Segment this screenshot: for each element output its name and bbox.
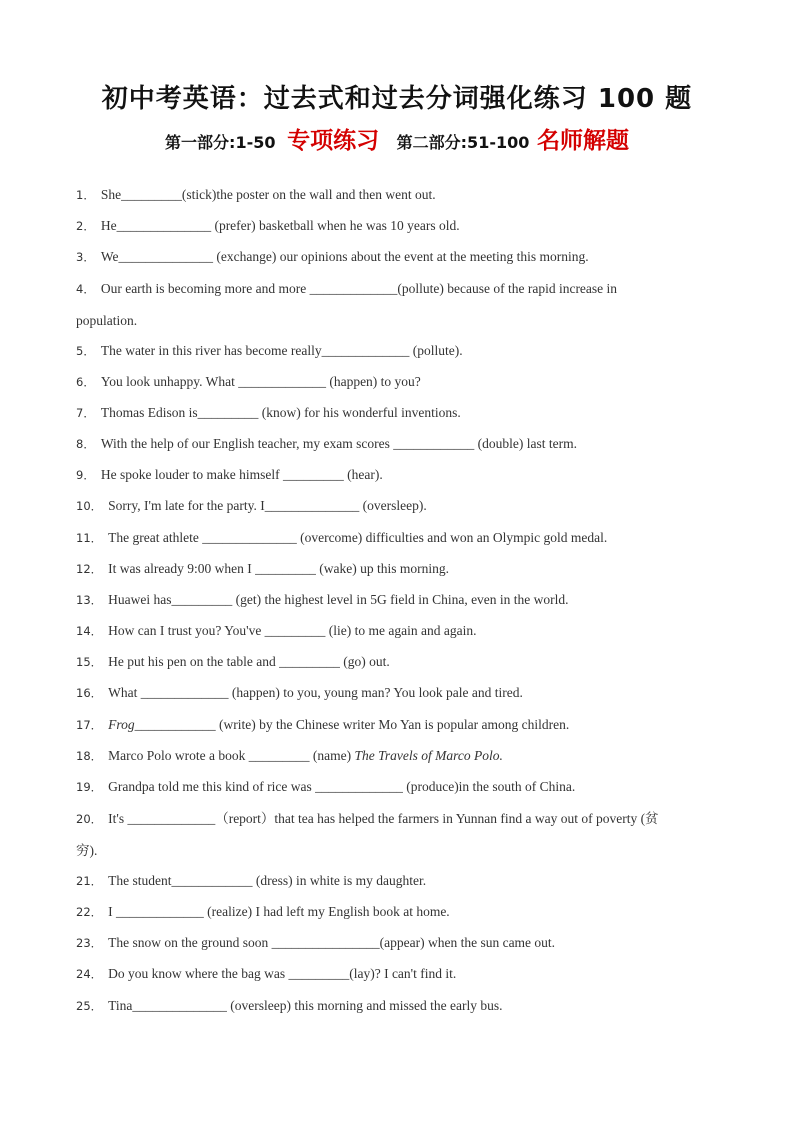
question-item: [76, 249, 716, 265]
question-number: 24．: [76, 967, 103, 981]
question-item: [76, 904, 716, 920]
question-item: [76, 530, 716, 546]
question-item: [76, 966, 716, 982]
question-number: 22．: [76, 905, 103, 919]
question-number: 15．: [76, 655, 103, 669]
question-item: [76, 343, 716, 359]
question-text: With the help of our English teacher, my exam scores ____________ (double) last term.: [100, 436, 577, 451]
question-item: [76, 748, 716, 764]
question-item: [76, 592, 716, 608]
question-text: Thomas Edison is_________ (know) for his wonderful inventions.: [100, 405, 461, 420]
question-text: You look unhappy. What _____________ (happen) to you?: [100, 374, 421, 389]
question-number: 18．: [76, 749, 103, 763]
question-number: 20．: [76, 812, 103, 826]
question-number: 12．: [76, 562, 103, 576]
question-item: [76, 405, 716, 421]
question-number: 8．: [76, 437, 95, 451]
question-number: 5．: [76, 344, 95, 358]
question-text: The water in this river has become really_____________ (pollute).: [100, 343, 463, 358]
question-number: 3．: [76, 250, 95, 264]
question-item: [76, 273, 716, 336]
question-number: 7．: [76, 406, 95, 420]
question-text: The student____________ (dress) in white is my daughter.: [108, 873, 427, 888]
question-text: I _____________ (realize) I had left my English book at home.: [108, 904, 450, 919]
question-number: 16．: [76, 686, 103, 700]
question-item: [76, 873, 716, 889]
question-text: ____________ (write) by the Chinese writer Mo Yan is popular among children.: [134, 717, 570, 732]
question-text: She_________(stick)the poster on the wall and then went out.: [100, 187, 436, 202]
question-item: [76, 998, 716, 1014]
question-item: [76, 717, 716, 733]
question-text: Grandpa told me this kind of rice was _____________ (produce)in the south of China.: [108, 779, 576, 794]
question-item: [76, 623, 716, 639]
question-item: [76, 685, 716, 701]
page-title: 初中考英语：过去式和过去分词强化练习 100 题: [101, 84, 693, 114]
book-title-italic: Frog: [108, 717, 135, 732]
question-text: Our earth is becoming more and more _____________(pollute) because of the rapid increase in: [100, 281, 618, 296]
question-number: 2．: [76, 219, 95, 233]
part1-highlight: 专项练习: [287, 128, 380, 154]
question-item: [76, 561, 716, 577]
question-number: 23．: [76, 936, 103, 950]
question-item: [76, 779, 716, 795]
question-number: 25．: [76, 999, 103, 1013]
question-number: 4．: [76, 282, 95, 296]
question-item: [76, 436, 716, 452]
question-text-continued: 穷).: [76, 843, 98, 858]
question-text: Marco Polo wrote a book _________ (name): [108, 748, 355, 763]
question-number: 17．: [76, 718, 103, 732]
question-item: [76, 803, 716, 866]
question-number: 11．: [76, 531, 103, 545]
question-number: 9．: [76, 468, 95, 482]
question-text: The great athlete ______________ (overcome) difficulties and won an Olympic gold medal.: [108, 530, 608, 545]
question-text: We______________ (exchange) our opinions about the event at the meeting this morning.: [100, 249, 589, 264]
question-text: The snow on the ground soon ________________(appear) when the sun came out.: [108, 935, 556, 950]
question-number: 21．: [76, 874, 103, 888]
question-text: Do you know where the bag was _________(lay)? I can't find it.: [108, 966, 457, 981]
question-text: It's _____________（report）that tea has helped the farmers in Yunnan find a way out of poverty (贫: [108, 811, 659, 826]
question-number: 6．: [76, 375, 95, 389]
question-text: Huawei has_________ (get) the highest level in 5G field in China, even in the world.: [108, 592, 569, 607]
part1-label: 第一部分:1-50: [165, 133, 276, 152]
question-text: He put his pen on the table and _________ (go) out.: [108, 654, 390, 669]
question-item: [76, 654, 716, 670]
question-number: 19．: [76, 780, 103, 794]
question-text: What _____________ (happen) to you, young man? You look pale and tired.: [108, 685, 523, 700]
question-text: How can I trust you? You've _________ (lie) to me again and again.: [108, 623, 477, 638]
question-text: Sorry, I'm late for the party. I______________ (oversleep).: [108, 498, 427, 513]
question-text: It was already 9:00 when I _________ (wake) up this morning.: [108, 561, 449, 576]
question-item: [76, 467, 716, 483]
question-item: [76, 187, 716, 203]
question-number: 13．: [76, 593, 103, 607]
question-text: He______________ (prefer) basketball when he was 10 years old.: [100, 218, 460, 233]
question-text: He spoke louder to make himself _________ (hear).: [100, 467, 383, 482]
question-text-continued: population.: [76, 313, 138, 328]
question-number: 10．: [76, 499, 103, 513]
part2-label: 第二部分:51-100: [396, 133, 530, 152]
book-title-italic: The Travels of Marco Polo.: [354, 748, 503, 763]
question-item: [76, 498, 716, 514]
part2-highlight: 名师解题: [536, 128, 629, 154]
page-subtitle: [0, 122, 794, 155]
question-number: 1．: [76, 188, 95, 202]
question-item: [76, 935, 716, 951]
question-text: Tina______________ (oversleep) this morning and missed the early bus.: [108, 998, 503, 1013]
question-item: [76, 218, 716, 234]
question-item: [76, 374, 716, 390]
question-number: 14．: [76, 624, 103, 638]
